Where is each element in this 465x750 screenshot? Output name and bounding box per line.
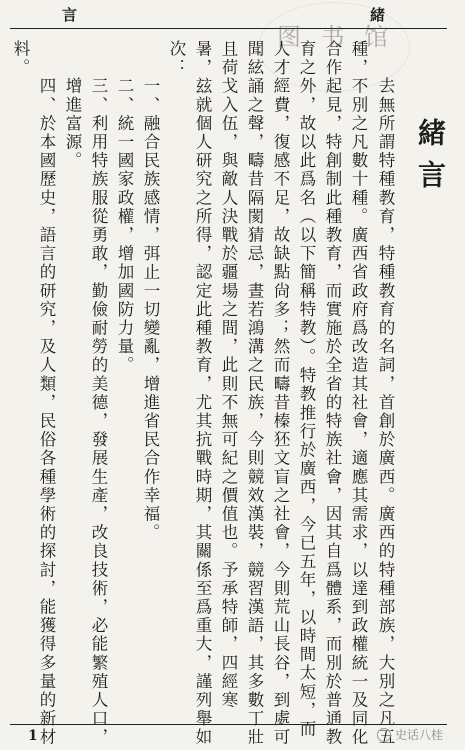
watermark [377,726,443,743]
page-title: 緒言 [414,118,447,202]
text-column: 且荷戈入伍，與敵人決戰於疆場之間，此則不無可紀之價值也。予承特師，四經寒 [219,40,238,710]
footer-rule [10,724,447,725]
text-column: 合作起見，特創制此種教育，而實施於全省的特族社會，因其自爲體系，而別於普通教 [323,40,342,747]
text-column: 育之外，故以此爲名（以下簡稱特教）。特教推行於廣西，今已五年，以時間太短，而 [297,40,316,739]
running-header-right: 緒 [370,6,386,24]
text-column: 人才經費，復感不足，故缺點尙多；然而疇昔榛狉文盲之社會，今則荒山長谷，到處可 [271,40,290,747]
text-column: 暑，玆就個人研究之所得，認定此種教育，尤其抗戰時期，其關係至爲重大，謹列舉如 [193,40,212,747]
text-column: 四、於本國歷史，語言的研究，及人類，民俗各種學術的探討，能獲得多量的新材 [37,40,56,747]
text-column: 增進富源。 [63,40,82,171]
text-column: 去無所謂特種教育，特種教育的名詞，首創於廣西。廣西的特種部族，大別之凡五 [376,40,395,747]
text-column: 一、融合民族感情，弭止一切變亂，增進省民合作幸福。 [141,40,160,543]
text-column: 三、利用特族服從勇敢，勤儉耐勞的美德，發展生產，改良技術，必能繁殖人口， [89,40,108,747]
text-column: 二、統一國家政權，增加國防力量。 [115,40,134,375]
library-stamp: 图 书 馆 [258,2,410,92]
text-column: 料。 [11,40,30,78]
text-column: 種，不別之凡數十種。廣西省政府爲改造其社會，適應其需求，以達到政權統一及同化 [349,40,368,747]
running-header-left: 言 [62,6,78,24]
watermark-text: 史话八桂 [394,728,443,742]
text-column: 聞絃誦之聲，疇昔隔閡猜忌，晝若鴻溝之民族，今則競效漢裝，競習漢語，其多數丁壯 [245,40,264,747]
watermark-logo-icon [377,728,391,742]
page-number: 1 [28,728,38,744]
text-column: 次： [167,40,186,78]
